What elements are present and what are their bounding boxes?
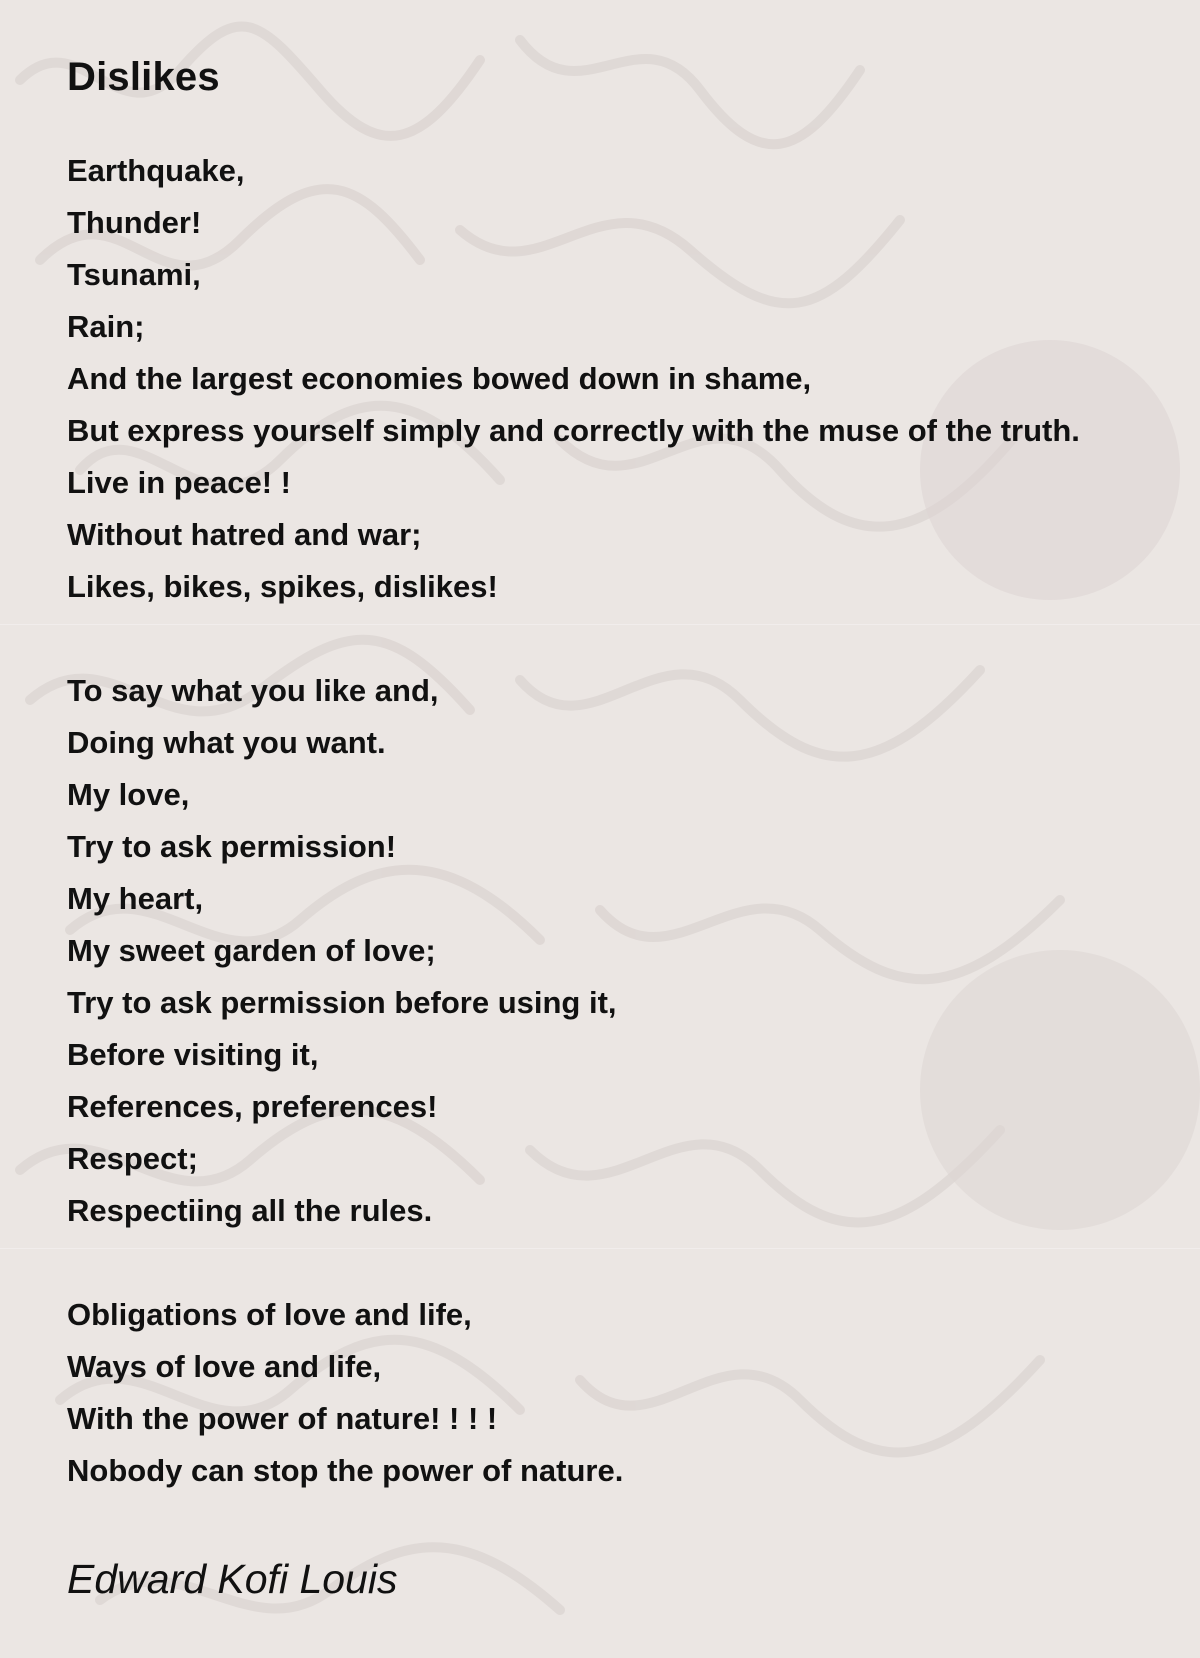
poem-author[interactable]: Edward Kofi Louis — [67, 1556, 398, 1602]
poem-line: References, preferences! — [67, 1089, 438, 1124]
poem-line: And the largest economies bowed down in shame, — [67, 361, 812, 396]
stanza-2 — [67, 665, 1133, 1237]
poem-line: My heart, — [67, 881, 204, 916]
stanza-3 — [67, 1289, 1133, 1497]
poem-line: Respectiing all the rules. — [67, 1193, 433, 1228]
poem-line: Try to ask permission! — [67, 829, 397, 864]
poem-line: Obligations of love and life, — [67, 1297, 472, 1332]
poem-line: But express yourself simply and correctly with the muse of the truth. — [67, 413, 1080, 448]
poem-line: Before visiting it, — [67, 1037, 319, 1072]
poem-line: Thunder! — [67, 205, 202, 240]
poem-line: Live in peace! ! — [67, 465, 291, 500]
poem-line: Tsunami, — [67, 257, 201, 292]
poem-line: My love, — [67, 777, 190, 812]
poem-line: With the power of nature! ! ! ! — [67, 1401, 498, 1436]
poem-line: Ways of love and life, — [67, 1349, 382, 1384]
poem-line: Try to ask permission before using it, — [67, 985, 617, 1020]
poem-line: Likes, bikes, spikes, dislikes! — [67, 569, 498, 604]
poem-title: Dislikes — [67, 55, 220, 99]
poem-line: Rain; — [67, 309, 145, 344]
poem-line: Without hatred and war; — [67, 517, 422, 552]
poem-line: Nobody can stop the power of nature. — [67, 1453, 624, 1488]
poem-line: Earthquake, — [67, 153, 245, 188]
poem-line: Respect; — [67, 1141, 198, 1176]
poem-line: Doing what you want. — [67, 725, 386, 760]
poem-line: My sweet garden of love; — [67, 933, 436, 968]
stanza-1 — [67, 145, 1133, 613]
poem-line: To say what you like and, — [67, 673, 439, 708]
